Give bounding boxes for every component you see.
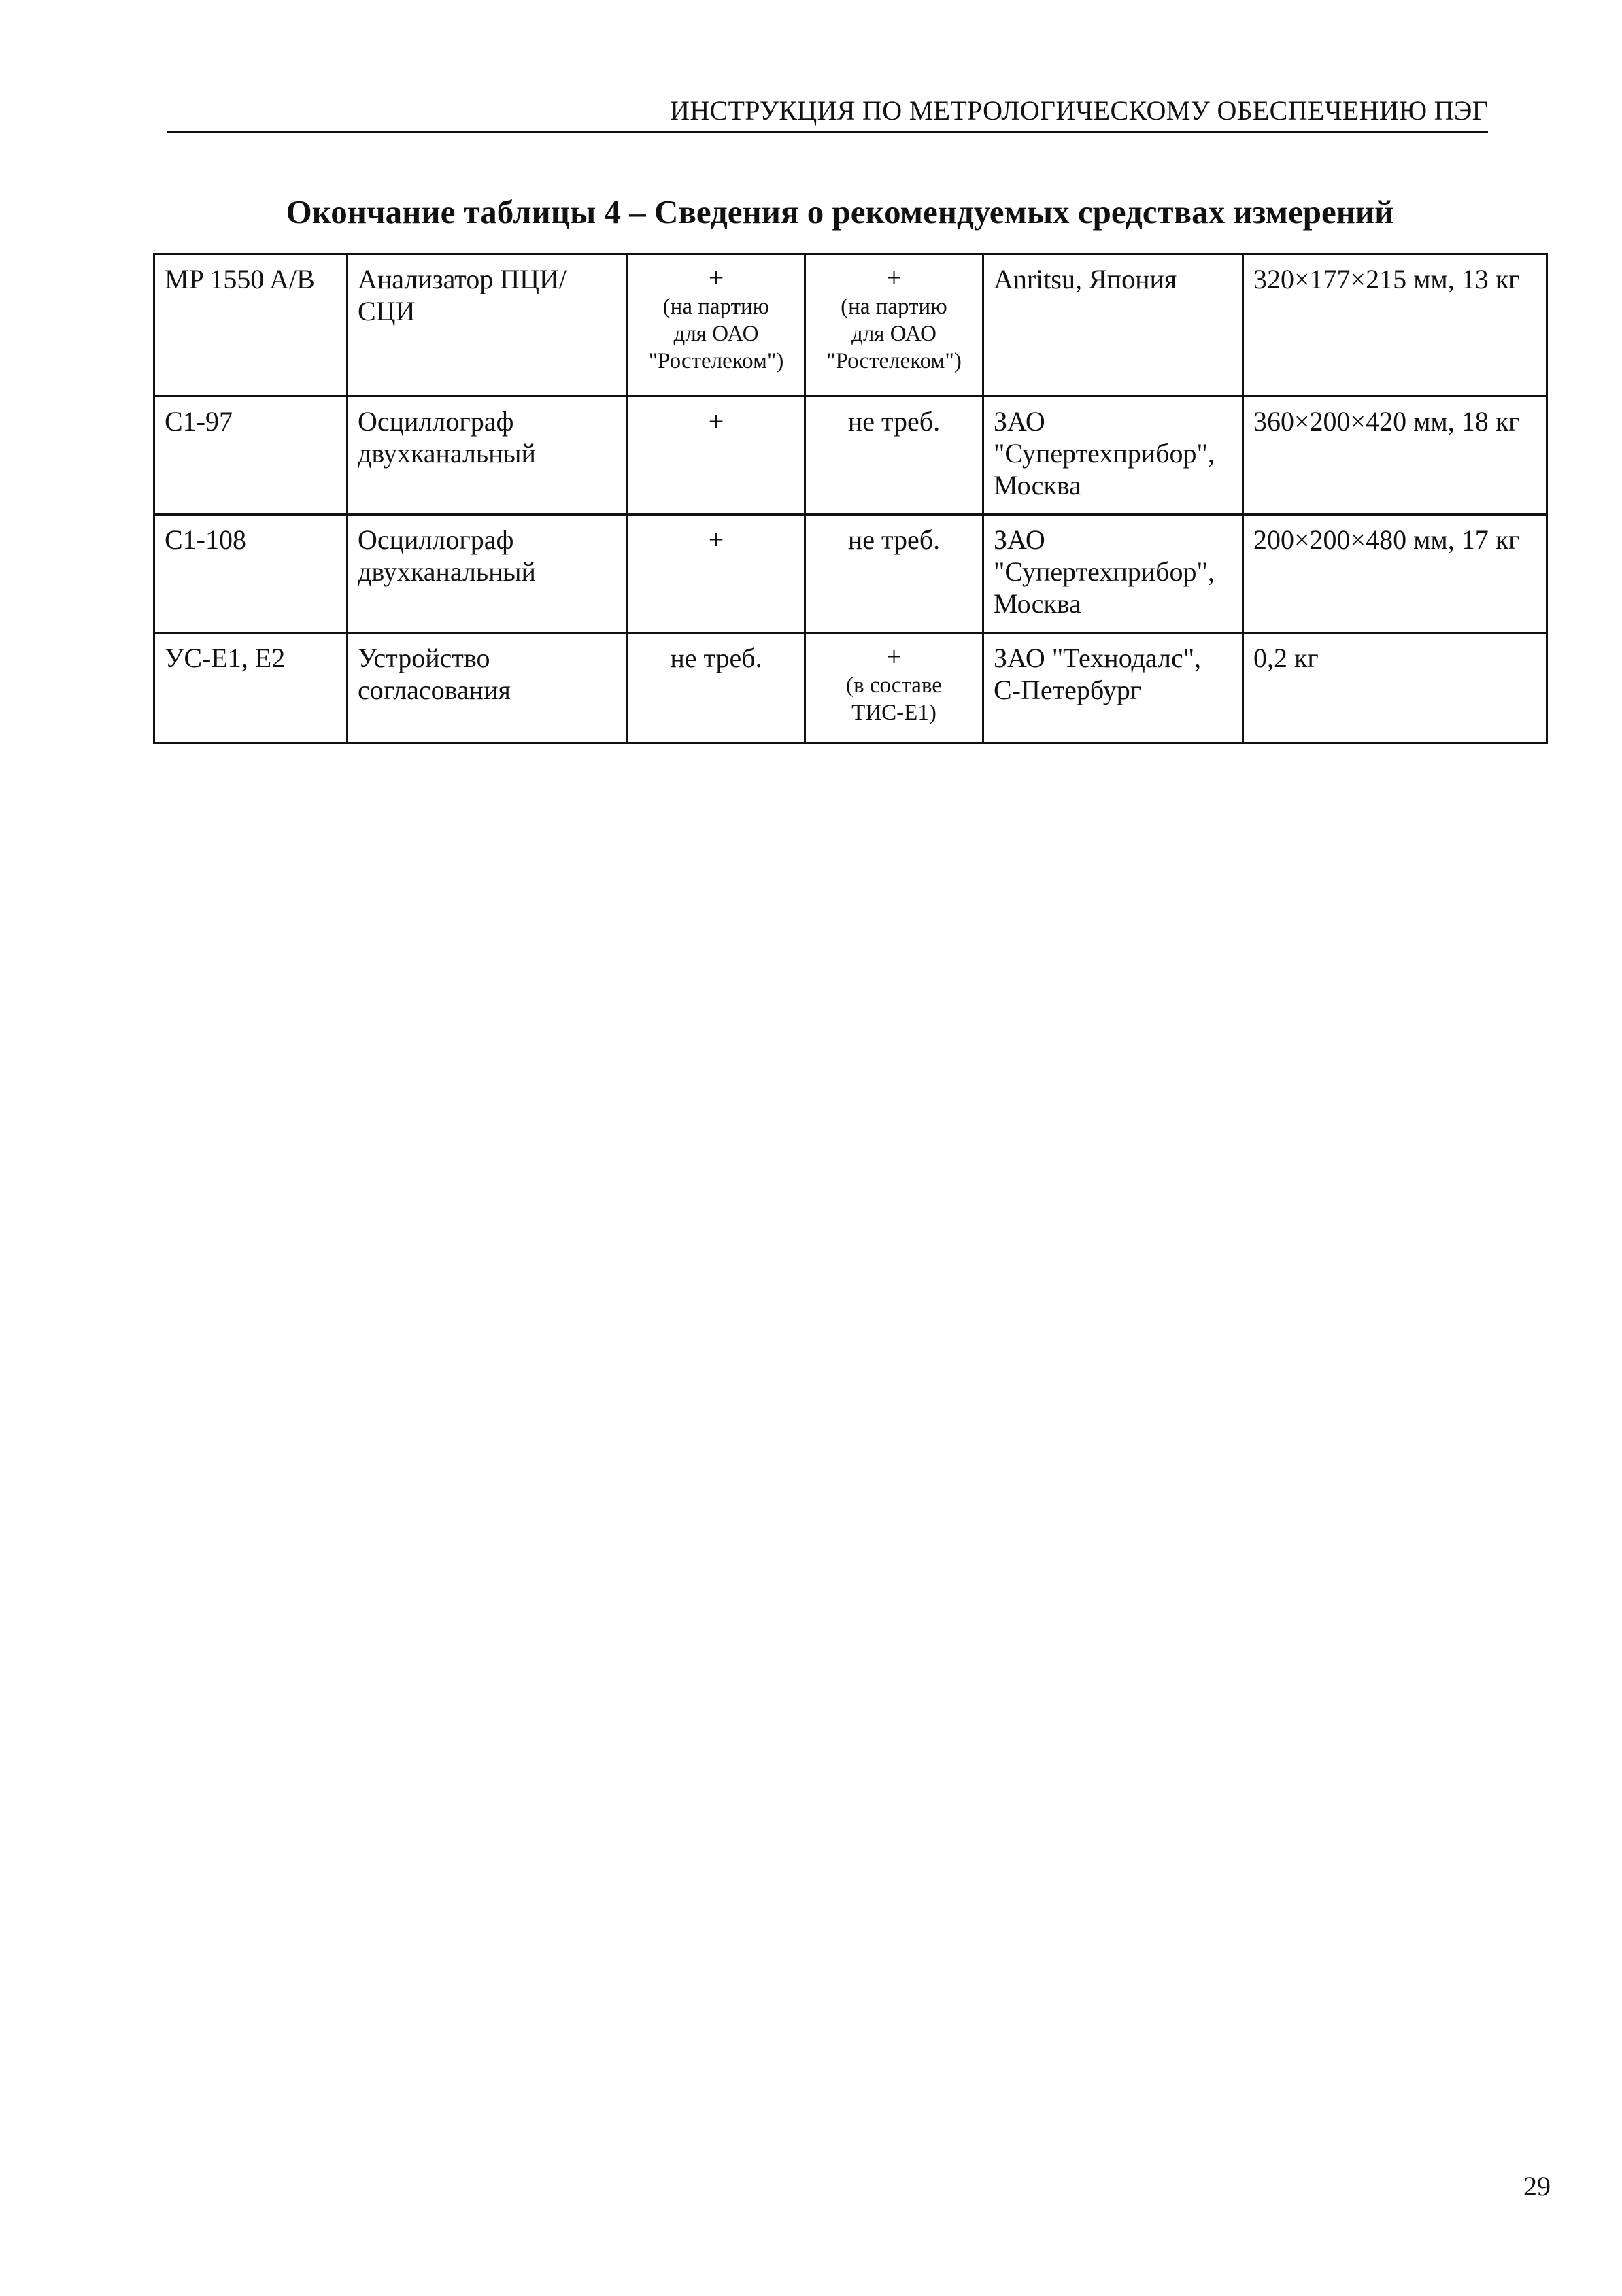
header-rule	[167, 131, 1488, 133]
manufacturer-line: Москва	[994, 588, 1081, 619]
manufacturer-line: ЗАО	[994, 524, 1045, 555]
note-line: для ОАО	[851, 322, 936, 346]
manufacturer-line: С-Петербург	[994, 675, 1142, 705]
requirement-text: не треб.	[847, 406, 941, 437]
name-line: Осциллограф	[358, 524, 514, 555]
cell-name	[348, 396, 628, 515]
cell-requirement-a	[628, 396, 805, 515]
cell-requirement-a	[628, 515, 805, 633]
cell-name	[348, 515, 628, 633]
manufacturer-line: Anritsu, Япония	[994, 264, 1177, 294]
note-line: "Ростелеком")	[648, 349, 784, 373]
name-line: Устройство	[358, 643, 490, 673]
plus-mark: +	[708, 263, 724, 293]
model-text: MP 1550 A/B	[165, 264, 315, 294]
requirement-text: +	[708, 524, 724, 555]
plus-mark: +	[886, 263, 902, 293]
cell-requirement-b	[805, 396, 983, 515]
cell-name	[348, 254, 628, 396]
plus-mark: +	[886, 641, 902, 672]
cell-requirement-b	[805, 254, 983, 396]
name-line: Осциллограф	[358, 406, 514, 437]
cell-dimensions	[1243, 515, 1547, 633]
manufacturer-line: ЗАО	[994, 406, 1045, 437]
cell-manufacturer	[983, 396, 1243, 515]
note-line: для ОАО	[673, 322, 759, 346]
cell-model	[154, 515, 348, 633]
model-text: C1-97	[165, 406, 233, 437]
note-line: (на партию	[662, 294, 770, 319]
running-header: ИНСТРУКЦИЯ ПО МЕТРОЛОГИЧЕСКОМУ ОБЕСПЕЧЕНИЮ ПЭГ	[670, 95, 1488, 126]
note-line: ТИС-Е1)	[851, 700, 936, 725]
cell-dimensions	[1243, 396, 1547, 515]
note-line: "Ростелеком")	[826, 349, 962, 373]
cell-manufacturer	[983, 515, 1243, 633]
name-line: Анализатор ПЦИ/	[358, 264, 567, 294]
dimensions-text: 360×200×420 мм, 18 кг	[1253, 406, 1520, 437]
name-line: согласования	[358, 675, 511, 705]
name-line: СЦИ	[358, 296, 416, 326]
note-line: (на партию	[841, 294, 947, 319]
table-title: Окончание таблицы 4 – Сведения о рекомендуемых средствах измерений	[286, 193, 1394, 231]
cell-model	[154, 254, 348, 396]
note-line: (в составе	[846, 673, 942, 698]
cell-requirement-b	[805, 633, 983, 743]
table-row	[154, 633, 1547, 743]
page-number: 29	[1523, 2171, 1551, 2201]
cell-requirement-a	[628, 633, 805, 743]
model-text: C1-108	[165, 524, 246, 555]
requirement-text: не треб.	[847, 524, 941, 555]
name-line: двухканальный	[358, 556, 536, 587]
manufacturer-line: ЗАО "Технодалс",	[994, 643, 1202, 673]
manufacturer-line: Москва	[994, 470, 1081, 501]
dimensions-text: 200×200×480 мм, 17 кг	[1253, 524, 1520, 555]
cell-manufacturer	[983, 254, 1243, 396]
model-text: УС-Е1, Е2	[165, 643, 286, 673]
cell-requirement-a	[628, 254, 805, 396]
table-row	[154, 396, 1547, 515]
table-row	[154, 515, 1547, 633]
cell-dimensions	[1243, 633, 1547, 743]
cell-manufacturer	[983, 633, 1243, 743]
cell-name	[348, 633, 628, 743]
manufacturer-line: "Супертехприбор",	[994, 438, 1215, 469]
dimensions-text: 320×177×215 мм, 13 кг	[1253, 264, 1520, 294]
requirement-text: не треб.	[670, 643, 762, 673]
table-row	[154, 254, 1547, 396]
manufacturer-line: "Супертехприбор",	[994, 556, 1215, 587]
dimensions-text: 0,2 кг	[1253, 643, 1319, 673]
cell-model	[154, 396, 348, 515]
cell-dimensions	[1243, 254, 1547, 396]
cell-requirement-b	[805, 515, 983, 633]
requirement-text: +	[708, 406, 724, 437]
name-line: двухканальный	[358, 438, 536, 469]
cell-model	[154, 633, 348, 743]
instruments-table	[153, 253, 1548, 744]
